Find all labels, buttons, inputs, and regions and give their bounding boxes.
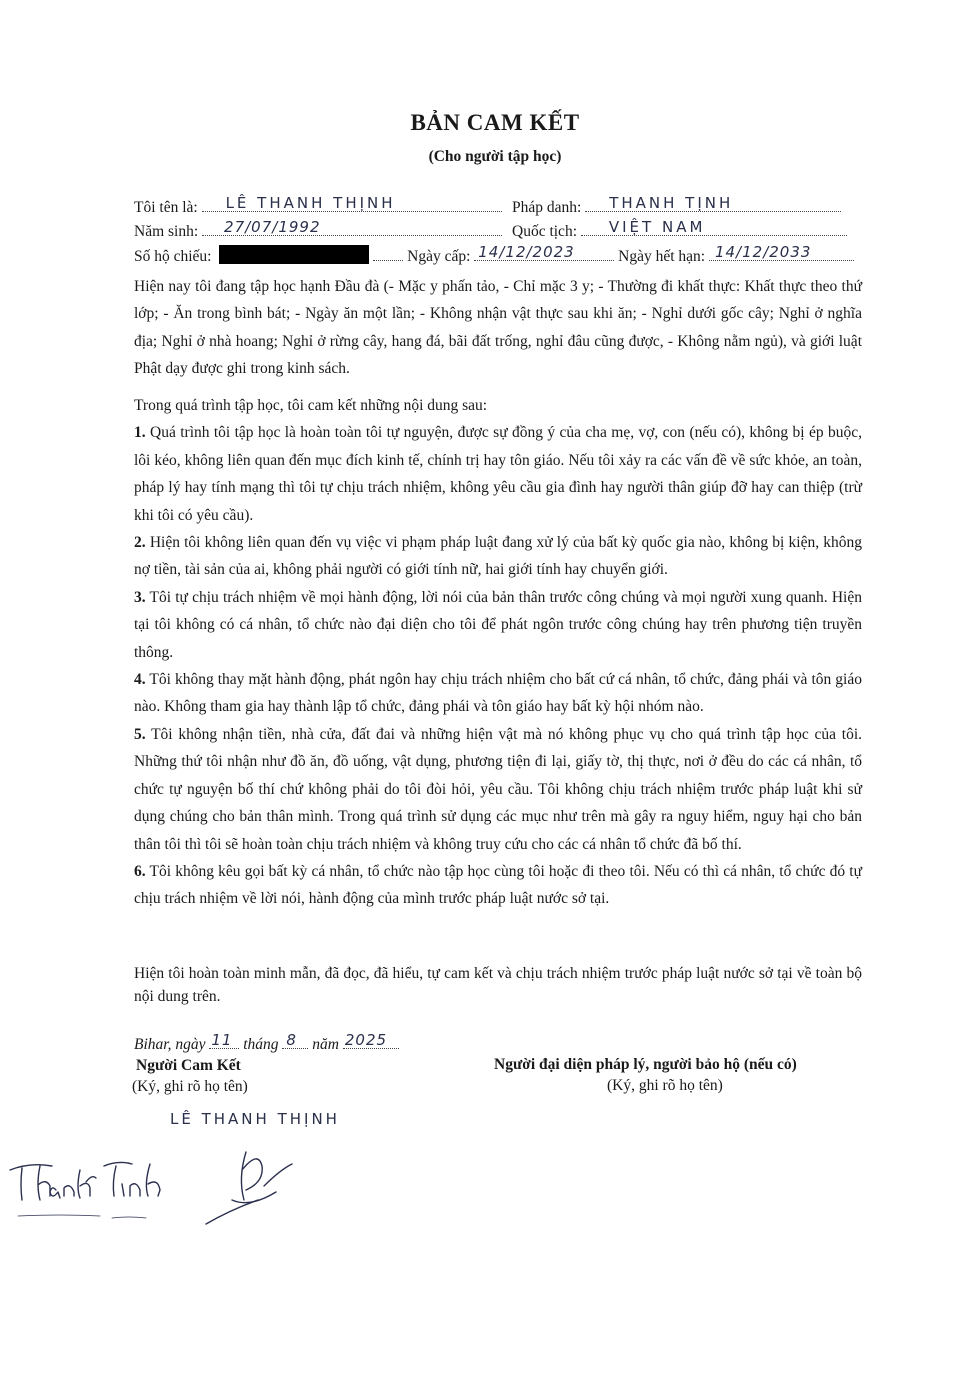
place-label: Bihar, ngày xyxy=(134,1036,206,1053)
day-field xyxy=(209,1031,239,1049)
item-text: Tôi tự chịu trách nhiệm về mọi hành động, lời nói của bản thân trước công chúng và mọi người xung quanh. Hiện tại tôi không có cá nhân, tổ chức nào đại diện cho tôi để phát ngôn trước công chúng hay trên phương tiện truyền thông. xyxy=(134,588,862,661)
dharma-field xyxy=(585,194,841,212)
name-row xyxy=(134,194,502,217)
item-number: 4. xyxy=(134,671,146,689)
left-role xyxy=(136,1057,241,1075)
commitment-item xyxy=(134,419,862,529)
right-note-wrap xyxy=(607,1077,723,1095)
expiry-field xyxy=(709,243,854,261)
right-role xyxy=(494,1056,797,1074)
item-number: 1. xyxy=(134,424,146,442)
issue-field xyxy=(474,243,614,261)
birth-label: Năm sinh: xyxy=(134,223,199,240)
year-field xyxy=(343,1031,399,1049)
nationality-value: VIỆT NAM xyxy=(608,218,706,236)
birth-value: 27/07/1992 xyxy=(224,218,321,236)
item-text: Quá trình tôi tập học là hoàn toàn tôi tự nguyện, được sự đồng ý của cha mẹ, vợ, con (nếu có), không bị ép buộc, lôi kéo, không liên quan đến mục đích kinh tế, chính trị hay tôn giáo. Nếu tôi xảy ra các vấn đề về sức khỏe, an toàn, pháp lý hay tính mạng thì tôi tự chịu trách nhiệm, không yêu cầu gia đình hay người thân giúp đỡ hay can thiệp (trừ khi tôi có yêu cầu). xyxy=(134,424,862,524)
item-number: 6. xyxy=(134,862,146,880)
handwritten-signature xyxy=(0,1130,340,1230)
right-role-title: Người đại diện pháp lý, người bảo hộ (nếu có) xyxy=(494,1056,797,1073)
intro-section xyxy=(134,273,862,383)
nationality-row xyxy=(512,218,847,241)
passport-label: Số hộ chiếu: xyxy=(134,248,212,265)
nationality-field xyxy=(581,218,847,236)
commitment-item xyxy=(134,858,862,913)
item-number: 2. xyxy=(134,534,146,552)
right-role-note: (Ký, ghi rõ họ tên) xyxy=(607,1077,723,1094)
closing-section xyxy=(134,962,862,1008)
day-value: 11 xyxy=(211,1031,233,1049)
commitments-section xyxy=(134,392,862,913)
item-text: Tôi không thay mặt hành động, phát ngôn hay chịu trách nhiệm cho bất cứ cá nhân, tổ chức, đảng phái và tôn giáo nào. Không tham gia hay thành lập tổ chức, đảng phái và tôn giáo hay bất kỳ hội nhóm nào. xyxy=(134,671,862,716)
dharma-value: THANH TỊNH xyxy=(609,194,734,212)
dharma-row xyxy=(512,194,841,217)
passport-row xyxy=(134,245,854,266)
signer-printed-name: LÊ THANH THỊNH xyxy=(170,1110,340,1128)
item-text: Tôi không kêu gọi bất kỳ cá nhân, tổ chức nào tập học cùng tôi hoặc đi theo tôi. Nếu có thì cá nhân, tổ chức đó tự chịu trách nhiệm về lời nói, hành động của mình trước pháp luật nước sở tại. xyxy=(134,862,862,908)
intro-paragraph: Hiện nay tôi đang tập học hạnh Đầu đà (- Mặc y phấn tảo, - Chỉ mặc 3 y; - Thường đi khất thực: Khất thực theo thứ lớp; - Ăn trong bình bát; - Ngày ăn một lần; - Không nhận vật thực sau khi ăn; - Nghỉ dưới gốc cây; Nghỉ ở nghĩa địa; Nghỉ ở nhà hoang; Nghỉ ở rừng cây, hang đá, bãi đất trống, nghỉ đâu cũng được, - Không nằm ngủ), và giới luật Phật dạy được ghi trong kinh sách. xyxy=(134,278,862,378)
left-role-title: Người Cam Kết xyxy=(136,1057,241,1074)
item-text: Tôi không nhận tiền, nhà cửa, đất đai và những hiện vật mà nó không phục vụ cho quá trình tập học của tôi. Những thứ tôi nhận như đồ ăn, đồ uống, vật dụng, phương tiện đi lại, giấy tờ, thị thực, nơi ở đều do các cá nhân, tổ chức tự nguyện bố thí chứ không phải do tôi đòi hỏi, yêu cầu. Tôi không chịu trách nhiệm trước pháp luật khi sử dụng chúng cho bản thân mình. Trong quá trình sử dụng các mục như trên mà gây ra nguy hiểm, nguy hại cho bản thân tôi thì tôi sẽ hoàn toàn chịu trách nhiệm và không truy cứu cho các cá nhân tổ chức đã bố thí. xyxy=(134,725,862,853)
place-date-line xyxy=(134,1031,399,1054)
item-number: 5. xyxy=(134,725,146,743)
commit-intro: Trong quá trình tập học, tôi cam kết những nội dung sau: xyxy=(134,397,488,414)
name-label: Tôi tên là: xyxy=(134,199,198,216)
name-value: LÊ THANH THỊNH xyxy=(225,194,396,212)
issue-label: Ngày cấp: xyxy=(407,248,471,265)
expiry-value: 14/12/2033 xyxy=(714,243,812,261)
month-label: tháng xyxy=(243,1036,279,1053)
birth-field xyxy=(202,218,502,236)
left-note-wrap xyxy=(132,1078,248,1096)
year-label: năm xyxy=(312,1036,339,1053)
item-text: Hiện tôi không liên quan đến vụ việc vi phạm pháp luật đang xử lý của bất kỳ quốc gia nào, không bị kiện, không nợ tiền, tài sản của ai, không phải người có giới tính nữ, hai giới tính hay chuyển giới. xyxy=(134,534,862,579)
commitment-item xyxy=(134,584,862,666)
year-value: 2025 xyxy=(344,1031,388,1049)
left-role-note: (Ký, ghi rõ họ tên) xyxy=(132,1078,248,1095)
issue-value: 14/12/2023 xyxy=(478,243,575,261)
commitment-item xyxy=(134,721,862,858)
dharma-label: Pháp danh: xyxy=(512,199,582,216)
document-title: BẢN CAM KẾT xyxy=(410,110,580,135)
nationality-label: Quốc tịch: xyxy=(512,223,577,240)
closing-paragraph: Hiện tôi hoàn toàn minh mẫn, đã đọc, đã hiểu, tự cam kết và chịu trách nhiệm trước pháp luật nước sở tại về toàn bộ nội dung trên. xyxy=(134,965,862,1005)
redaction-block xyxy=(219,245,369,264)
item-number: 3. xyxy=(134,588,146,606)
month-value: 8 xyxy=(286,1031,297,1049)
birth-row xyxy=(134,218,502,241)
passport-dots xyxy=(373,246,403,261)
month-field xyxy=(282,1031,308,1049)
name-field xyxy=(202,194,502,212)
document-subtitle: (Cho người tập học) xyxy=(428,148,562,165)
expiry-label: Ngày hết hạn: xyxy=(618,248,706,265)
commitment-item xyxy=(134,666,862,721)
commitment-item xyxy=(134,529,862,584)
